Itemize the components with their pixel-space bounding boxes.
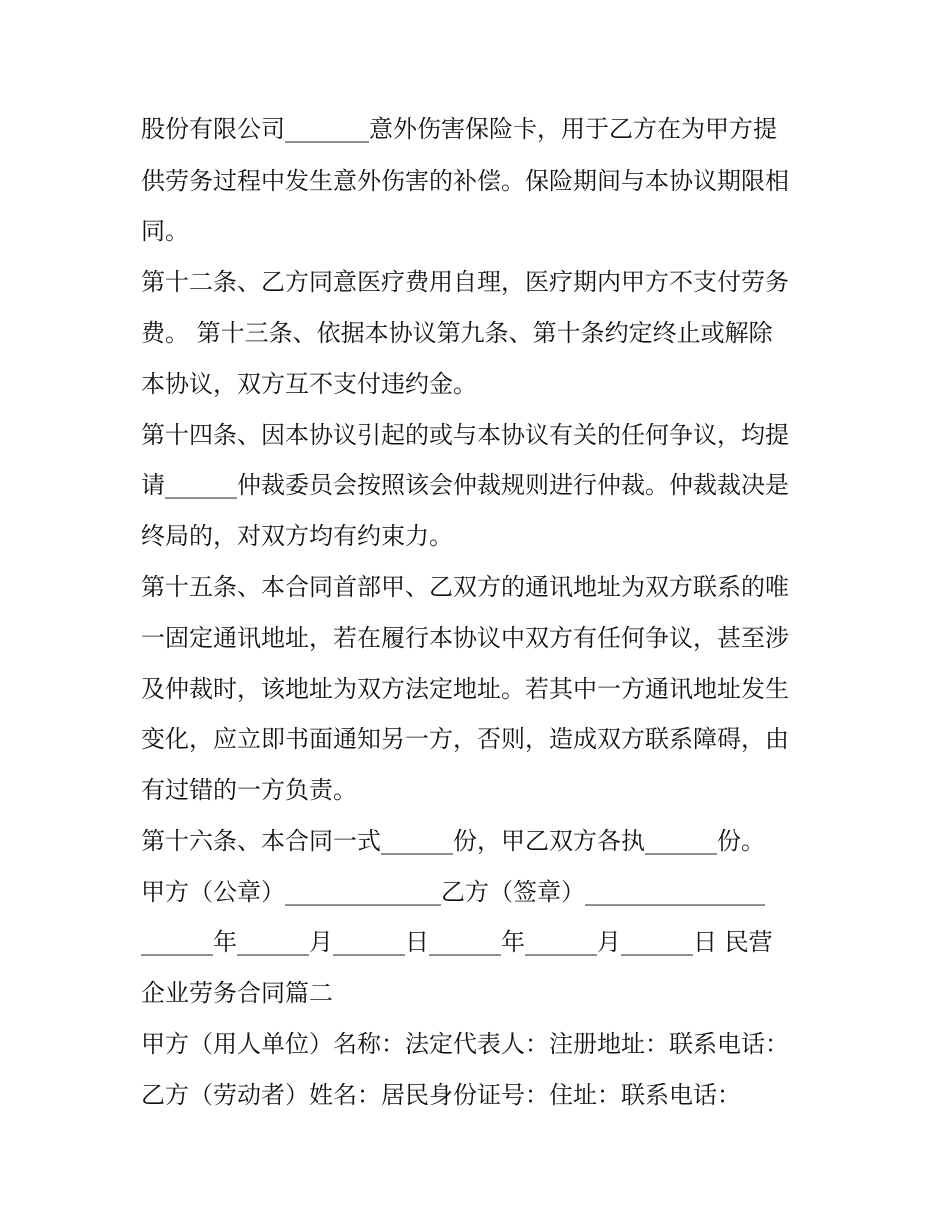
text-line-6: 本协议，双方互不支付违约金。 xyxy=(141,370,477,398)
text-line-14: 有过错的一方负责。 xyxy=(141,776,357,804)
text-line-3: 同。 xyxy=(141,217,189,245)
text-line-11: 一固定通讯地址，若在履行本协议中双方有任何争议，甚至涉 xyxy=(141,624,789,652)
text-line-15: 第十六条、本合同一式______份，甲乙双方各执______份。 xyxy=(141,827,765,855)
text-line-8: 请______仲裁委员会按照该会仲裁规则进行仲裁。仲裁裁决是 xyxy=(141,471,789,499)
text-line-2: 供劳务过程中发生意外伤害的补偿。保险期间与本协议期限相 xyxy=(141,167,789,195)
text-line-12: 及仲裁时，该地址为双方法定地址。若其中一方通讯地址发生 xyxy=(141,675,789,703)
text-line-9: 终局的，对双方均有约束力。 xyxy=(141,522,453,550)
text-line-13: 变化，应立即书面通知另一方，否则，造成双方联系障碍，由 xyxy=(141,725,789,753)
text-line-17: ______年______月______日______年______月______日 民营 xyxy=(141,928,773,956)
text-line-18: 企业劳务合同篇二 xyxy=(141,979,333,1007)
text-line-19: 甲方（用人单位）名称：法定代表人：注册地址：联系电话： xyxy=(141,1030,789,1058)
text-line-1: 股份有限公司_______意外伤害保险卡，用于乙方在为甲方提 xyxy=(141,115,777,143)
text-line-4: 第十二条、乙方同意医疗费用自理，医疗期内甲方不支付劳务 xyxy=(141,268,789,296)
text-line-10: 第十五条、本合同首部甲、乙双方的通讯地址为双方联系的唯 xyxy=(141,573,789,601)
text-line-20: 乙方（劳动者）姓名：居民身份证号：住址：联系电话： xyxy=(141,1081,741,1109)
text-line-7: 第十四条、因本协议引起的或与本协议有关的任何争议，均提 xyxy=(141,421,789,449)
text-line-16: 甲方（公章）_____________乙方（签章）_______________ xyxy=(141,878,765,906)
text-line-5: 费。 第十三条、依据本协议第九条、第十条约定终止或解除 xyxy=(141,319,773,347)
